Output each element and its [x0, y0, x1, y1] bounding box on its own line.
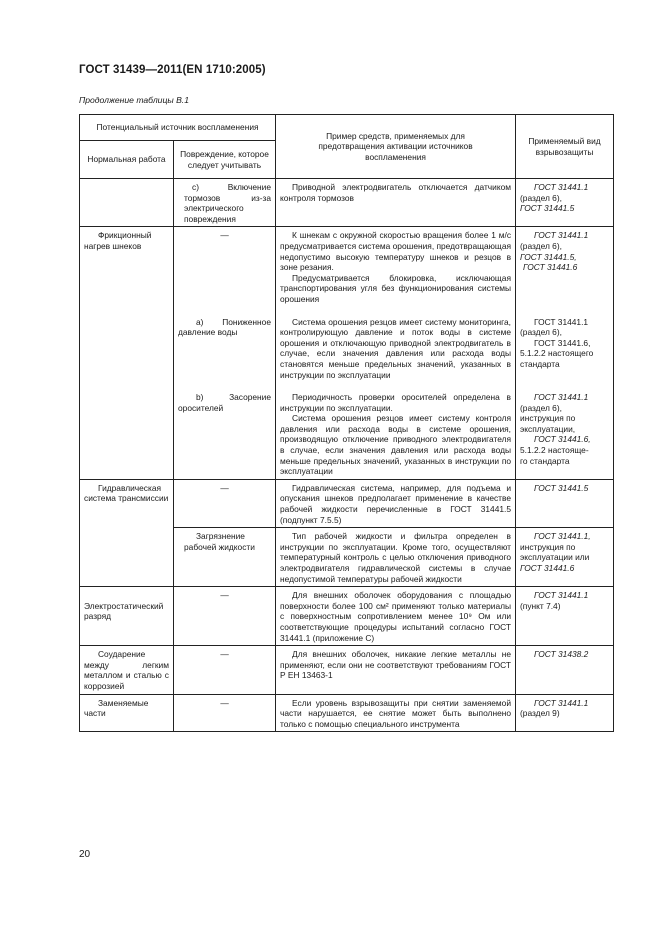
measure-paragraph: Предусматривается блокировка, исключающая транспортирования угля без функционирования системы орошения — [280, 272, 512, 304]
normal-text: Электростатический разряд — [84, 600, 164, 622]
protection-line: эксплуатации или — [520, 552, 590, 563]
cell-protection — [516, 479, 614, 527]
cell-normal — [80, 382, 174, 479]
measure-paragraph: Периодичность проверки оросителей определена в инструкции по эксплуатации. — [280, 392, 512, 413]
protection-line: 5.1.2.2 настояще- — [520, 445, 589, 456]
table-caption: Продолжение таблицы В.1 — [79, 95, 189, 105]
header-row-1 — [80, 115, 614, 141]
normal-text: Фрикционный нагрев шнеков — [84, 230, 152, 251]
measure-paragraph: Для внешних оболочек оборудования с площадью поверхности более 100 см² применяют только материалы с поверхностным сопротивлением менее 10⁹ Ом или соответствующие процедуры испытаний согласно ГОСТ 31441.1 (приложение С) — [280, 590, 512, 643]
protection-line: ГОСТ 31441.1 — [534, 182, 589, 192]
ignition-sources-table — [79, 114, 614, 732]
cell-normal — [80, 646, 174, 694]
protection-line: (раздел 6), — [520, 327, 562, 338]
measure-paragraph: Гидравлическая система, например, для подъема и опускания шнеков предполагает применение в качестве рабочей жидкости перечисленные в ГОСТ 31441.5 (подпункт 7.5.5) — [280, 482, 512, 525]
protection-line: (раздел 6), — [520, 240, 562, 251]
cell-measures — [276, 179, 516, 227]
header-measures: Пример средств, применяемых для предотвращения активации источников воспламенения — [276, 115, 516, 179]
protection-line: ГОСТ 31441.6 — [523, 262, 578, 273]
cell-damage: — — [174, 646, 276, 694]
cell-protection — [516, 528, 614, 587]
cell-measures — [276, 587, 516, 646]
protection-line: ГОСТ 31441.6 — [520, 563, 575, 573]
header-normal-operation: Нормальная работа — [80, 141, 174, 179]
cell-protection — [516, 179, 614, 227]
table-row — [80, 479, 614, 527]
protection-line: ГОСТ 31441.1 — [534, 316, 589, 327]
protection-line: ГОСТ 31441.1 — [534, 392, 589, 403]
cell-protection — [516, 227, 614, 307]
header-damage: Повреждение, которое следует учитывать — [174, 141, 276, 179]
cell-protection — [516, 307, 614, 383]
cell-normal — [80, 479, 174, 527]
cell-measures — [276, 227, 516, 307]
protection-line: ГОСТ 31441.6, — [534, 337, 591, 348]
table-row — [80, 179, 614, 227]
table-row — [80, 587, 614, 646]
header-protection: Применяемый вид взрывозащиты — [516, 115, 614, 179]
cell-measures — [276, 307, 516, 383]
table-row — [80, 307, 614, 383]
cell-normal — [80, 307, 174, 383]
cell-normal — [80, 528, 174, 587]
damage-text: c) Включение тормозов из-за электрического повреждения — [184, 182, 272, 224]
cell-measures — [276, 479, 516, 527]
protection-line: эксплуатации, — [520, 423, 576, 434]
cell-protection — [516, 587, 614, 646]
cell-damage: — — [174, 227, 276, 307]
cell-normal — [80, 227, 174, 307]
cell-normal — [80, 587, 174, 646]
measure-paragraph: К шнекам с окружной скоростью вращения более 1 м/с предусматривается система орошения, предотвращающая недопустимо высокую температуру шнеков и резцов в зоне резания. — [280, 230, 512, 273]
measure-paragraph: Тип рабочей жидкости и фильтра определен в инструкции по эксплуатации. Кроме того, осуществляют температурный контроль с целью отключения приводного электродвигателя гидравлической системы в случае недопустимой температуры рабочей жидкости — [280, 531, 512, 584]
protection-line: инструкция по — [520, 413, 576, 424]
cell-protection — [516, 694, 614, 732]
protection-line: ГОСТ 31441.5 — [534, 482, 589, 493]
cell-damage — [174, 382, 276, 479]
normal-text: Гидравлическая система трансмиссии — [84, 482, 169, 504]
protection-line: (раздел 6), — [520, 192, 562, 203]
header-ignition-source: Потенциальный источник воспламенения — [80, 115, 276, 141]
cell-measures — [276, 528, 516, 587]
cell-damage — [174, 528, 276, 587]
damage-text: b) Засорение оросителей — [178, 392, 272, 413]
protection-line: ГОСТ 31438.2 — [534, 649, 589, 660]
measure-paragraph: Для внешних оболочек, никакие легкие металлы не применяют, если они не соответствуют требованиям ГОСТ Р ЕН 13463-1 — [280, 649, 512, 681]
cell-damage: — — [174, 479, 276, 527]
cell-measures — [276, 646, 516, 694]
cell-protection — [516, 382, 614, 479]
cell-damage — [174, 307, 276, 383]
document-title: ГОСТ 31439—2011(EN 1710:2005) — [79, 64, 266, 76]
measure-paragraph: Приводной электродвигатель отключается датчиком контроля тормозов — [280, 182, 512, 203]
measure-paragraph: Система орошения резцов имеет систему мониторинга, контролирующую давление и поток воды в системе орошения и отключающую приводной электродвигатель в случае, если значения давления или расхода воды становятся меньше предельных значений, указанных в инструкции по эксплуатации — [280, 316, 512, 380]
protection-line: (раздел 6), — [520, 402, 562, 413]
measure-paragraph: Если уровень взрывозащиты при снятии заменяемой части нарушается, ее снятие может быть выполнено только с помощью специального инструмента — [280, 697, 512, 729]
protection-line: ГОСТ 31441.1, — [534, 531, 591, 542]
protection-line: (раздел 9) — [520, 708, 560, 719]
protection-line: ГОСТ 31441.6, — [534, 434, 591, 445]
protection-line: ГОСТ 31441.1 — [534, 590, 589, 601]
normal-text: Соударение между легким металлом и сталью с коррозией — [84, 649, 169, 691]
measure-paragraph: Система орошения резцов имеет систему контроля давления или расхода воды в системе орошения, производящую отключение приводного электродвигателя в случае, если значения давления или расхода воды меньше предельных значений, указанных в инструкции по эксплуатации — [280, 413, 512, 477]
protection-line: ГОСТ 31441.1 — [534, 697, 589, 708]
table-row — [80, 528, 614, 587]
damage-text: Загрязнение рабочей жидкости — [184, 531, 255, 552]
protection-line: го стандарта — [520, 455, 570, 466]
table-row — [80, 227, 614, 307]
cell-damage: — — [174, 694, 276, 732]
protection-line: инструкция по — [520, 541, 576, 552]
normal-text: Заменяемые части — [84, 697, 149, 719]
damage-text: a) Пониженное давление воды — [178, 316, 272, 338]
cell-damage — [174, 179, 276, 227]
table-row — [80, 646, 614, 694]
table-row — [80, 694, 614, 732]
cell-normal — [80, 694, 174, 732]
protection-line: ГОСТ 31441.5, — [520, 251, 577, 262]
protection-line: 5.1.2.2 настоящего стандарта — [520, 348, 594, 369]
cell-protection — [516, 646, 614, 694]
table-row — [80, 382, 614, 479]
cell-measures — [276, 382, 516, 479]
protection-line: ГОСТ 31441.5 — [520, 203, 575, 214]
page-number: 20 — [79, 849, 91, 860]
protection-line: (пункт 7.4) — [520, 600, 561, 611]
protection-line: ГОСТ 31441.1 — [534, 230, 589, 241]
cell-normal — [80, 179, 174, 227]
cell-damage: — — [174, 587, 276, 646]
cell-measures — [276, 694, 516, 732]
